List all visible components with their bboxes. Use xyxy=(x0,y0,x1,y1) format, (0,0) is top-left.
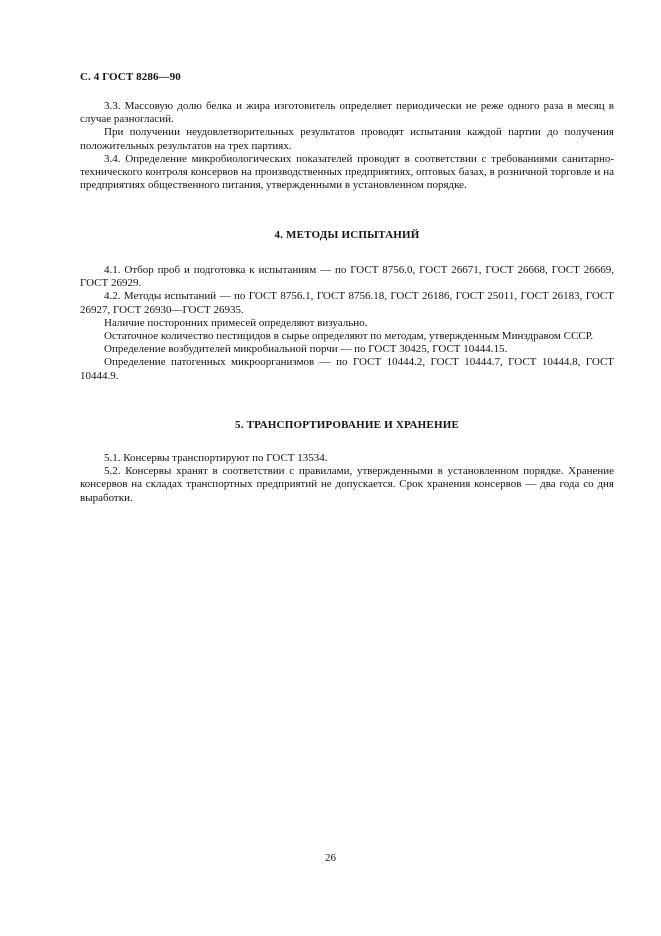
paragraph-4-1: 4.1. Отбор проб и подготовка к испытаниям — по ГОСТ 8756.0, ГОСТ 26671, ГОСТ 26668, ГОСТ 26669, ГОСТ 26929. xyxy=(80,264,614,290)
running-header: С. 4 ГОСТ 8286—90 xyxy=(80,71,181,83)
paragraph-5-1: 5.1. Консервы транспортируют по ГОСТ 13534. xyxy=(104,452,328,464)
page-number: 26 xyxy=(325,852,336,864)
paragraph-impurities: Наличие посторонних примесей определяют визуально. xyxy=(104,316,368,329)
paragraph-4-2: 4.2. Методы испытаний — по ГОСТ 8756.1, ГОСТ 8756.18, ГОСТ 26186, ГОСТ 25011, ГОСТ 26183, ГОСТ 26927, ГОСТ 26930—ГОСТ 26935. xyxy=(80,290,614,316)
paragraph-3-4: 3.4. Определение микробиологических показателей проводят в соответствии с требованиями санитарно-технического контроля консервов на производственных предприятиях, оптовых базах, в розничной торговле и на предприятиях общественного питания, утвержденными в установленном порядке. xyxy=(80,152,614,192)
paragraph-3-3: 3.3. Массовую долю белка и жира изготовитель определяет периодически не реже одного раза в месяц в случае разногласий. xyxy=(80,100,614,126)
section-4-title: 4. МЕТОДЫ ИСПЫТАНИЙ xyxy=(274,229,420,241)
paragraph-pathogens: Определение патогенных микроорганизмов — по ГОСТ 10444.2, ГОСТ 10444.7, ГОСТ 10444.8, ГОСТ 10444.9. xyxy=(80,356,614,382)
section-5-title: 5. ТРАНСПОРТИРОВАНИЕ И ХРАНЕНИЕ xyxy=(235,419,459,431)
paragraph-5-2: 5.2. Консервы хранят в соответствии с правилами, утвержденными в установленном порядке. Хранение консервов на складах транспортных предприятий не допускается. Срок хранения консервов — два года со дня выработки. xyxy=(80,465,614,504)
section-4-body xyxy=(80,264,614,383)
section-3-continuation xyxy=(80,100,614,192)
section-5-body xyxy=(80,452,614,505)
paragraph-pesticides: Остаточное количество пестицидов в сырье определяют по методам, утвержденным Минздравом СССР. xyxy=(104,330,594,343)
paragraph-3-3-note: При получении неудовлетворительных результатов проводят испытания каждой партии до получения положительных результатов на трех партиях. xyxy=(80,126,614,152)
paragraph-spoilage: Определение возбудителей микробиальной порчи — по ГОСТ 30425, ГОСТ 10444.15. xyxy=(104,343,508,356)
